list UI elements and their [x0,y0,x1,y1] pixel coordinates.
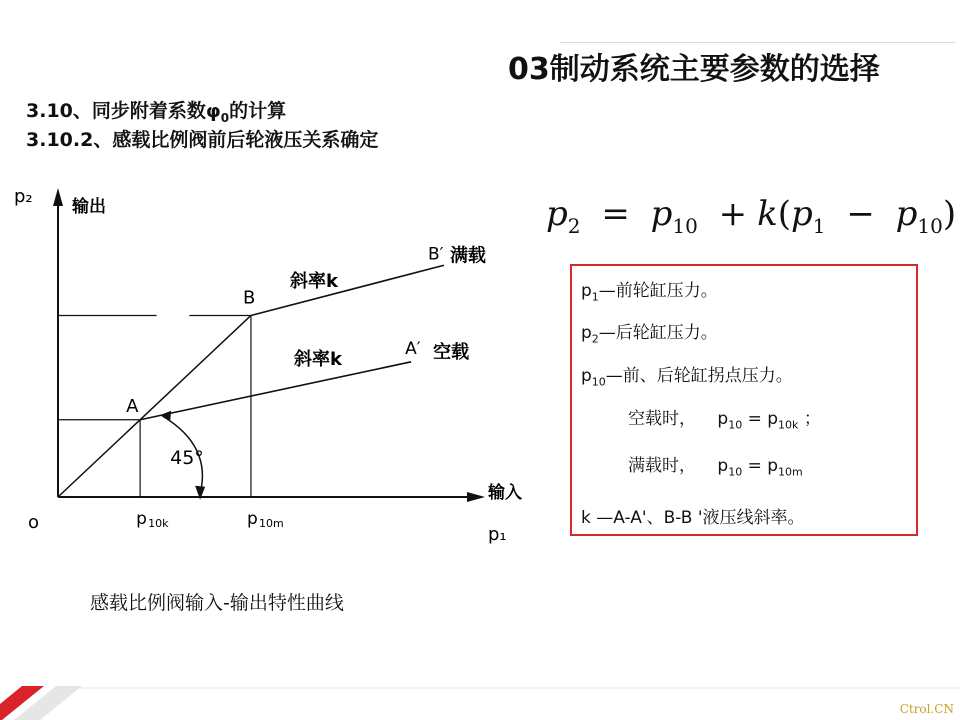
legend-row-full-load [628,451,803,478]
point-b-prime-label: B′ [427,244,444,265]
series-name-empty: 空载 [433,341,470,363]
point-a-prime-label: A′ [405,338,421,359]
legend-empty-rhs-sub: 10k [778,418,799,432]
point-a-label: A [126,395,139,417]
slide-title: 03制动系统主要参数的选择 [508,52,880,87]
formula-term3: p [895,194,918,234]
origin-label: o [28,512,40,533]
x-axis-label: 输入 [488,483,522,503]
y-axis-arrow [53,188,63,206]
legend-row-k: k —A-A'、B-B '液压线斜率。 [581,508,805,528]
legend-p1-symbol: p [581,281,592,301]
formula-term1: p [650,194,673,234]
legend-empty-lhs: p [717,409,729,429]
section-heading-text: 3.10、同步附着系数φ [26,100,221,122]
footer-decoration [0,686,960,720]
formula-open-paren: ( [777,194,792,234]
section-heading-subscript: 0 [220,110,230,125]
legend-p10-desc: —前、后轮缸拐点压力。 [605,366,793,386]
legend-empty-label: 空载时， [628,409,696,429]
legend-row-p10 [581,361,793,388]
legend-p10-sub: 10 [591,375,606,389]
chart-caption: 感载比例阀输入-输出特性曲线 [90,592,344,614]
formula-term2: p [791,194,813,234]
legend-p2-symbol: p [581,323,592,343]
x-tick-sub-p10m: 10m [258,517,284,530]
legend-empty-eq: = p [742,409,779,429]
legend-p1-desc: —前轮缸压力。 [598,281,718,301]
series-name-full: 满载 [449,245,486,267]
symbol-legend-box [570,264,918,536]
x-tick-p10m: p [246,509,258,529]
series-line-empty [140,362,411,420]
slope-label-full: 斜率k [290,271,338,292]
title-rule [560,42,955,43]
diagonal-45-line [58,315,251,497]
formula-lhs: p [546,194,568,234]
x-axis-arrow [467,492,485,502]
characteristic-curve-chart [0,0,560,560]
legend-full-lhs: p [717,456,729,476]
legend-empty-tail: ； [798,409,821,429]
point-b-label: B [242,287,256,309]
angle-label: 45° [170,446,204,469]
x-tick-sub-p10k: 10k [148,517,169,530]
y-axis-label: 输出 [72,197,106,217]
legend-full-rhs-sub: 10m [778,465,803,479]
formula-equals: = [601,194,630,234]
formula-term3-sub: 10 [917,213,943,238]
legend-empty-lhs-sub: 10 [728,418,743,432]
legend-p2-sub: 2 [591,332,599,346]
legend-row-p1 [581,276,718,303]
legend-full-lhs-sub: 10 [728,465,743,479]
slope-label-empty: 斜率k [294,349,342,370]
legend-full-eq: = p [742,456,779,476]
section-heading-tail: 的计算 [229,100,287,122]
section-heading-3-10-2: 3.10.2、感载比例阀前后轮液压关系确定 [26,129,379,151]
watermark: Ctrol.CN [899,702,954,716]
x-axis-symbol: p₁ [488,524,507,545]
formula-minus: − [846,194,875,234]
formula-plus: + [718,194,748,234]
legend-p10-symbol: p [581,366,592,386]
formula-term2-sub: 1 [812,213,826,238]
pressure-formula [546,194,957,238]
legend-p2-desc: —后轮缸压力。 [598,323,718,343]
legend-p1-sub: 1 [591,290,599,304]
y-axis-symbol: p₂ [14,186,33,207]
series-line-full [251,265,444,315]
legend-row-empty-load [628,404,821,431]
formula-term1-sub: 10 [672,213,698,238]
formula-close-paren: ) [942,194,957,234]
legend-full-label: 满载时， [628,456,696,476]
x-tick-p10k: p [136,509,147,529]
formula-lhs-sub: 2 [567,213,581,238]
formula-k: k [757,194,778,234]
legend-row-p2 [581,318,718,345]
